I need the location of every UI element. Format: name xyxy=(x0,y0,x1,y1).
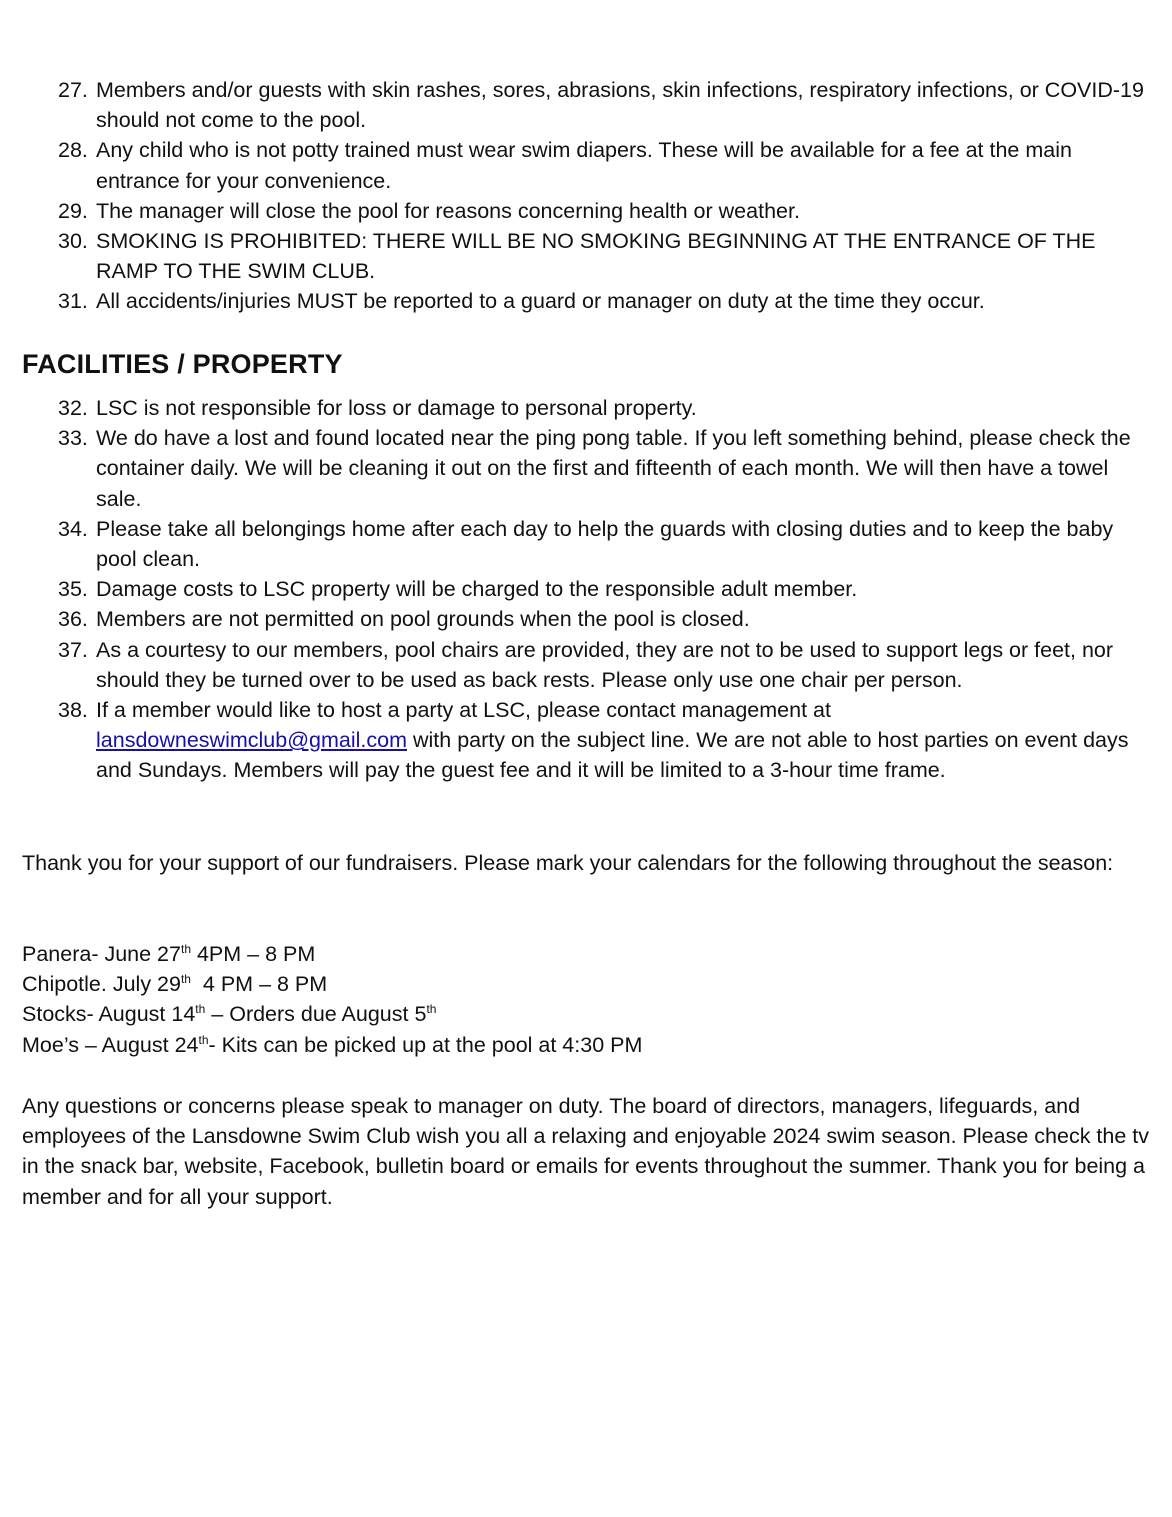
rule-number: 31. xyxy=(58,289,88,314)
event-text: - Kits can be picked up at the pool at 4:30 PM xyxy=(208,1032,643,1057)
event-text: 4PM – 8 PM xyxy=(191,942,316,966)
rule-item-29 xyxy=(0,196,1172,226)
rule-number: 34. xyxy=(58,516,88,541)
rule-text-before-email: If a member would like to host a party at LSC, please contact management at xyxy=(96,698,831,723)
rule-number: 29. xyxy=(58,198,88,223)
event-ordinal: th xyxy=(198,1032,209,1047)
rule-item-32 xyxy=(0,393,1172,423)
event-text: 4 PM – 8 PM xyxy=(190,972,328,997)
event-text: Chipotle. July 29 xyxy=(22,972,181,997)
rule-text: As a courtesy to our members, pool chairs are provided, they are not to be used to support legs or feet, nor should they be turned over to be used as back rests. Please only use one chair per person. xyxy=(96,637,1114,692)
rule-text: Members and/or guests with skin rashes, sores, abrasions, skin infections, respiratory infections, or COVID-19 should not come to the pool. xyxy=(96,78,1144,133)
rules-list-general xyxy=(0,75,1172,317)
rule-text: Any child who is not potty trained must wear swim diapers. These will be available for a fee at the main entrance for your convenience. xyxy=(96,138,1072,193)
rule-item-35 xyxy=(0,574,1172,604)
rule-number: 30. xyxy=(58,229,88,254)
event-text: Moe’s – August 24 xyxy=(22,1032,199,1057)
fundraiser-event-stocks xyxy=(22,999,1152,1029)
rule-number: 27. xyxy=(58,78,88,102)
rule-number: 37. xyxy=(58,637,88,662)
rule-text: Members are not permitted on pool grounds when the pool is closed. xyxy=(96,607,750,632)
closing-paragraph: Any questions or concerns please speak to manager on duty. The board of directors, managers, lifeguards, and employees of the Lansdowne Swim Club wish you all a relaxing and enjoyable 2024 swim season. Please check the tv in the snack bar, website, Facebook, bulletin board or emails for events throughout the summer. Thank you for being a member and for all your support. xyxy=(22,1094,1149,1209)
rule-text: Damage costs to LSC property will be charged to the responsible adult member. xyxy=(96,577,858,602)
rule-text-after-email: with party on the subject line. We are not able to host parties on event days and Sundays. Members will pay the guest fee and it will be limited to a 3-hour time frame. xyxy=(96,728,1129,783)
rule-item-31 xyxy=(0,286,1172,316)
rule-item-37 xyxy=(0,635,1172,695)
rule-item-34 xyxy=(0,514,1172,574)
rule-item-36 xyxy=(0,604,1172,634)
rule-item-28 xyxy=(0,135,1172,195)
rule-number: 33. xyxy=(58,426,88,451)
rule-number: 28. xyxy=(58,138,88,163)
rule-text: SMOKING IS PROHIBITED: THERE WILL BE NO SMOKING BEGINNING AT THE ENTRANCE OF THE RAMP TO THE SWIM CLUB. xyxy=(96,229,1096,284)
rule-text: Please take all belongings home after each day to help the guards with closing duties and to keep the baby pool clean. xyxy=(96,516,1114,572)
section-heading-facilities: FACILITIES / PROPERTY xyxy=(22,349,343,379)
fundraiser-events-list xyxy=(22,939,1152,1060)
event-text: Stocks- August 14 xyxy=(22,1002,196,1027)
fundraisers-intro: Thank you for your support of our fundraisers. Please mark your calendars for the following throughout the season: xyxy=(22,851,1114,875)
rule-number: 35. xyxy=(58,577,88,602)
rule-text: We do have a lost and found located near the ping pong table. If you left something behind, please check the container daily. We will be cleaning it out on the first and fifteenth of each month. We will then have a towel sale. xyxy=(96,426,1131,511)
fundraiser-event-panera xyxy=(22,939,1152,969)
event-ordinal: th xyxy=(180,972,191,987)
rule-number: 36. xyxy=(58,607,88,632)
rule-item-33 xyxy=(0,423,1172,514)
fundraiser-event-moes xyxy=(22,1030,1152,1060)
email-link[interactable]: lansdowneswimclub@gmail.com xyxy=(96,728,407,753)
event-ordinal: th xyxy=(180,942,191,956)
rule-item-30 xyxy=(0,226,1172,286)
rule-text: LSC is not responsible for loss or damage to personal property. xyxy=(96,396,697,420)
rules-list-facilities xyxy=(0,393,1172,786)
event-text: – Orders due August 5 xyxy=(205,1002,427,1027)
event-text: Panera- June 27 xyxy=(22,942,181,966)
rule-number: 38. xyxy=(58,698,88,723)
fundraiser-event-chipotle xyxy=(22,969,1152,999)
rule-item-27 xyxy=(0,75,1172,135)
rule-text: The manager will close the pool for reasons concerning health or weather. xyxy=(96,198,800,223)
rule-item-38 xyxy=(0,695,1172,786)
rule-text: All accidents/injuries MUST be reported to a guard or manager on duty at the time they occur. xyxy=(96,289,985,314)
rule-number: 32. xyxy=(58,396,88,420)
event-ordinal: th xyxy=(195,1002,206,1017)
event-ordinal: th xyxy=(426,1002,437,1017)
